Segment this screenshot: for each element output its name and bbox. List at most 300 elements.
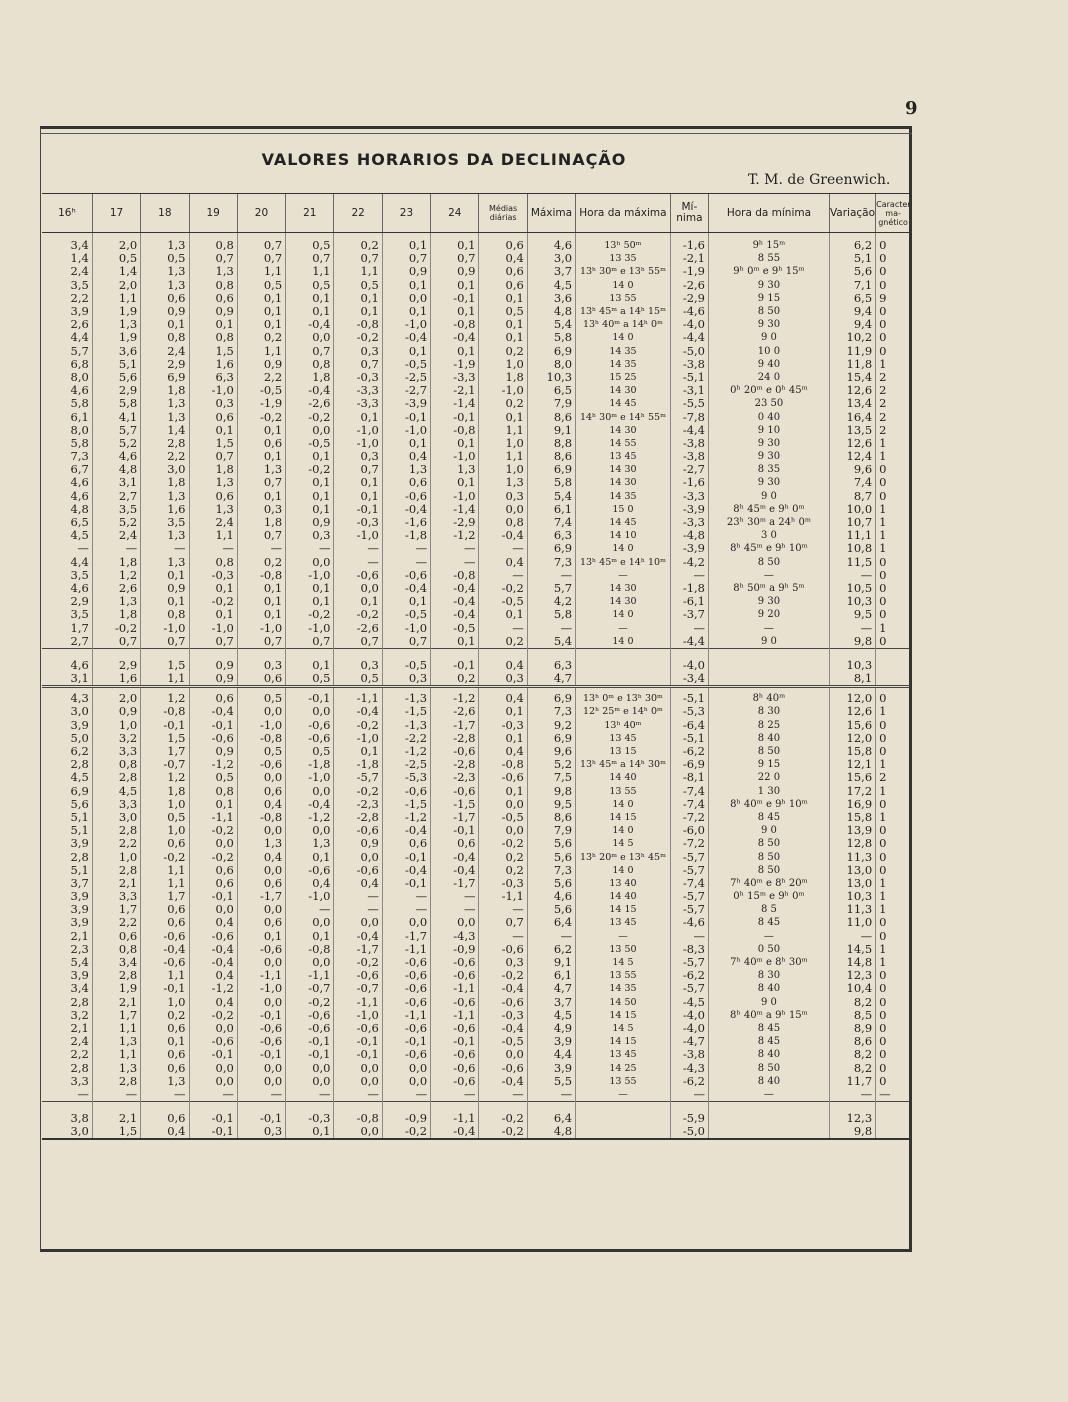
table-cell: -0,1 (189, 1125, 237, 1139)
table-cell: -0,3 (189, 569, 237, 582)
table-cell: — (431, 556, 479, 569)
table-cell: 4,5 (70, 529, 89, 543)
table-cell: 12,3 (829, 969, 875, 982)
table-cell: 14 0 (576, 635, 671, 649)
table-cell: 8 55 (709, 252, 830, 265)
table-row (42, 732, 910, 745)
table-cell: 0,9 (431, 265, 479, 278)
table-cell: 0,8 (189, 279, 237, 292)
table-row (42, 771, 910, 784)
table-cell: -0,1 (382, 877, 430, 890)
table-cell: -1,7 (334, 943, 382, 956)
table-cell: 5,4 (527, 635, 575, 649)
table-cell: -0,2 (334, 785, 382, 798)
table-cell: — (576, 569, 671, 582)
table-cell: -2,8 (334, 811, 382, 824)
table-cell: -1,8 (670, 582, 708, 595)
table-cell: 1,1 (141, 864, 189, 877)
table-cell: -1,0 (237, 719, 285, 732)
table-cell: 1,0 (479, 437, 527, 450)
table-cell: -0,6 (382, 956, 430, 969)
table-cell: 0,2 (479, 345, 527, 358)
table-cell: 2,4 (92, 529, 140, 542)
table-cell: 13,0 (829, 877, 875, 890)
spacer-cell (286, 648, 334, 659)
table-cell: 5,1 (70, 824, 89, 838)
table-cell: -5,7 (670, 903, 708, 916)
table-cell: 1,7 (92, 1009, 140, 1022)
table-cell: 4,5 (92, 785, 140, 798)
table-cell: 0,4 (141, 1125, 189, 1139)
table-cell: 3,0 (70, 705, 89, 719)
table-row (42, 785, 910, 798)
table-cell: 1,0 (141, 996, 189, 1009)
table-cell: 0,6 (92, 930, 140, 943)
table-cell: 0,0 (237, 956, 285, 969)
table-cell: 2,1 (92, 996, 140, 1009)
table-cell: — (334, 1088, 382, 1102)
table-cell: 9 40 (709, 358, 830, 371)
table-cell: 8 5 (709, 903, 830, 916)
table-cell: 2,6 (92, 582, 140, 595)
table-cell: 5,8 (527, 608, 575, 621)
table-cell: 0,7 (334, 635, 382, 649)
table-cell: — (382, 556, 430, 569)
table-cell: 15 25 (576, 371, 671, 384)
table-cell: 0,4 (382, 450, 430, 463)
spacer-cell (576, 1102, 671, 1113)
table-cell: -0,6 (382, 982, 430, 995)
table-row (42, 608, 910, 621)
table-cell: 0,6 (237, 916, 285, 929)
table-row (42, 305, 910, 318)
table-cell: -1,1 (189, 811, 237, 824)
table-cell: 0,0 (189, 1022, 237, 1035)
table-cell: 0,9 (189, 672, 237, 687)
table-cell: — (479, 569, 527, 582)
table-cell: 0,1 (479, 732, 527, 745)
table-cell: 0,7 (189, 252, 237, 265)
table-cell: 13ʰ 45ᵐ e 14ʰ 10ᵐ (576, 556, 671, 569)
table-cell: -0,8 (431, 569, 479, 582)
table-cell: -0,8 (479, 758, 527, 771)
table-cell: 0,0 (237, 864, 285, 877)
table-cell: -0,2 (334, 608, 382, 621)
table-cell: -0,1 (237, 1009, 285, 1022)
table-cell: 0,1 (237, 930, 285, 943)
table-cell: -0,1 (431, 1035, 479, 1048)
table-cell: 0,3 (479, 956, 527, 969)
table-cell: 6,5 (527, 384, 575, 397)
table-cell: -5,0 (670, 345, 708, 358)
frame-inner-rule (40, 133, 912, 134)
table-cell: 4,5 (70, 771, 89, 785)
table-cell: -0,6 (382, 1048, 430, 1061)
table-cell: 2,2 (92, 837, 140, 850)
table-cell: 0 (876, 331, 910, 344)
table-cell: 0,1 (382, 305, 430, 318)
table-cell: 12,0 (829, 732, 875, 745)
table-cell: -4,0 (670, 659, 708, 672)
spacer-cell (431, 648, 479, 659)
table-cell: 7,9 (527, 397, 575, 410)
table-cell: -1,7 (431, 877, 479, 890)
table-cell: -0,1 (286, 692, 334, 705)
table-cell: 0,1 (479, 331, 527, 344)
table-cell: 3,9 (527, 1035, 575, 1048)
table-cell: 2 (876, 410, 910, 423)
table-cell: 0,7 (286, 635, 334, 649)
table-cell: 14,5 (829, 943, 875, 956)
table-cell: 0,5 (189, 771, 237, 784)
table-cell: 14 30 (576, 384, 671, 397)
table-cell: -0,1 (286, 1035, 334, 1048)
table-cell: 0,0 (334, 850, 382, 863)
table-cell: 0,1 (286, 490, 334, 503)
table-cell: -0,2 (286, 463, 334, 476)
table-row (42, 745, 910, 758)
table-cell: 2,8 (70, 1061, 89, 1075)
table-cell: 0 (876, 582, 910, 595)
table-cell: -0,6 (334, 1022, 382, 1035)
header-cell: 19 (189, 194, 237, 233)
spacer-cell (141, 1102, 189, 1113)
table-cell: 8 40 (709, 982, 830, 995)
table-cell: 0,7 (286, 345, 334, 358)
table-row (42, 358, 910, 371)
table-cell: 8ʰ 40ᵐ e 9ʰ 10ᵐ (709, 798, 830, 811)
table-cell: 13ʰ 40ᵐ (576, 719, 671, 732)
table-cell: — (829, 621, 875, 634)
table-cell: 17,2 (829, 785, 875, 798)
table-cell: — (479, 542, 527, 555)
table-cell: 5,6 (527, 903, 575, 916)
table-cell: -0,1 (237, 1048, 285, 1061)
table-cell: -5,7 (670, 850, 708, 863)
table-cell: 8,0 (527, 358, 575, 371)
table-cell: 0,0 (334, 1075, 382, 1088)
table-cell: 8,7 (829, 490, 875, 503)
table-cell: -4,4 (670, 424, 708, 437)
table-cell: 2,0 (92, 279, 140, 292)
table-cell: 0,4 (237, 798, 285, 811)
table-cell: 1,1 (92, 292, 140, 305)
table-cell: 6,4 (527, 916, 575, 929)
table-cell: 1,3 (189, 265, 237, 278)
table-cell: 9,4 (829, 318, 875, 331)
table-cell: 0,6 (237, 437, 285, 450)
table-cell: 2,6 (70, 318, 89, 332)
table-cell: 0,1 (141, 318, 189, 331)
table-cell: -1,1 (431, 1112, 479, 1125)
table-cell: -4,0 (670, 318, 708, 331)
table-cell: 2,4 (189, 516, 237, 529)
table-cell: 3,9 (70, 304, 89, 319)
table-cell: 8 30 (709, 705, 830, 718)
table-cell: 2,9 (141, 358, 189, 371)
table-cell: -0,6 (431, 745, 479, 758)
table-cell: 0,0 (237, 771, 285, 784)
table-cell: -0,2 (334, 956, 382, 969)
mean-row (42, 1125, 910, 1139)
table-cell: 2,9 (92, 384, 140, 397)
table-cell: -5,1 (670, 692, 708, 705)
table-cell: 0,0 (479, 798, 527, 811)
table-cell: -0,2 (479, 1112, 527, 1125)
table-cell: 0,8 (141, 331, 189, 344)
header-cell: Máxima (527, 194, 575, 233)
table-cell: -0,8 (334, 1112, 382, 1125)
table-cell: 14 55 (576, 437, 671, 450)
table-cell: 1,8 (479, 371, 527, 384)
table-cell: -0,2 (189, 1009, 237, 1022)
table-cell: 0,9 (189, 659, 237, 672)
table-cell: -1,0 (189, 384, 237, 397)
table-row (42, 516, 910, 529)
table-cell: 0,7 (382, 252, 430, 265)
table-cell: 0,1 (286, 450, 334, 463)
table-cell: 0 (876, 850, 910, 863)
table-row (42, 635, 910, 649)
table-cell: -4,4 (670, 635, 708, 649)
table-cell: 0,1 (382, 345, 430, 358)
table-cell: -1,2 (189, 982, 237, 995)
table-row (42, 397, 910, 410)
table-cell: 0,0 (189, 903, 237, 916)
table-cell: 2,8 (92, 864, 140, 877)
table-cell: 3,8 (70, 1112, 89, 1126)
table-cell: 6,1 (527, 503, 575, 516)
table-cell: 10,2 (829, 331, 875, 344)
table-cell: 0 (876, 916, 910, 929)
table-cell: 0,1 (334, 476, 382, 489)
table-cell: 1,3 (141, 556, 189, 569)
table-cell: 1 (876, 358, 910, 371)
table-cell: 3,9 (70, 969, 89, 983)
table-cell: 0 (876, 1035, 910, 1048)
table-cell: 3,3 (92, 745, 140, 758)
table-cell: -2,2 (382, 732, 430, 745)
table-cell (876, 659, 910, 672)
table-cell: — (670, 1088, 708, 1102)
table-row (42, 1009, 910, 1022)
table-cell: 5,6 (70, 797, 89, 811)
table-cell: -0,6 (286, 1022, 334, 1035)
table-cell: 14 0 (576, 798, 671, 811)
table-cell: -6,2 (670, 969, 708, 982)
table-cell: 1,3 (286, 837, 334, 850)
table-cell: 4,8 (527, 305, 575, 318)
table-cell: 3,9 (70, 837, 89, 851)
table-subtitle: T. M. de Greenwich. (748, 172, 891, 188)
table-cell: 0,9 (92, 705, 140, 718)
table-cell: -2,6 (670, 279, 708, 292)
table-cell: -1,0 (382, 621, 430, 634)
table-cell: -0,6 (431, 996, 479, 1009)
table-cell (576, 1112, 671, 1125)
table-cell: -0,1 (189, 719, 237, 732)
table-cell: 2 (876, 771, 910, 784)
table-cell: 3,9 (70, 916, 89, 930)
table-cell: -4,0 (670, 1022, 708, 1035)
table-cell: 3,0 (92, 811, 140, 824)
table-cell: 0,0 (286, 705, 334, 718)
table-cell: 0 (876, 490, 910, 503)
table-row (42, 621, 910, 634)
table-cell: 1,1 (189, 529, 237, 542)
table-cell: 1,5 (189, 345, 237, 358)
table-cell: 0,7 (237, 252, 285, 265)
table-cell: 0 (876, 569, 910, 582)
table-cell: 3,5 (70, 608, 89, 622)
table-cell: 1,8 (286, 371, 334, 384)
table-cell: 12,4 (829, 450, 875, 463)
table-cell: 9,5 (527, 798, 575, 811)
table-cell: 1,3 (141, 265, 189, 278)
table-cell: — (286, 1088, 334, 1102)
table-cell: — (382, 1088, 430, 1102)
table-cell: 1,1 (479, 450, 527, 463)
spacer-cell (141, 648, 189, 659)
table-cell: 3,5 (70, 568, 89, 582)
table-row (42, 424, 910, 437)
table-cell: 0,6 (141, 916, 189, 929)
table-row (42, 798, 910, 811)
table-row (42, 595, 910, 608)
table-cell: 8 50 (709, 745, 830, 758)
table-cell: -0,6 (382, 490, 430, 503)
table-row (42, 811, 910, 824)
table-cell: 0,5 (237, 279, 285, 292)
table-cell: 0,0 (382, 1075, 430, 1088)
table-row (42, 850, 910, 863)
table-cell: 11,3 (829, 903, 875, 916)
table-cell: -5,7 (670, 890, 708, 903)
table-cell: 4,8 (527, 1125, 575, 1139)
table-cell: 1,3 (382, 463, 430, 476)
table-row (42, 1075, 910, 1088)
table-cell: 1,0 (92, 850, 140, 863)
table-cell: 0,8 (189, 331, 237, 344)
table-cell: -0,2 (334, 331, 382, 344)
table-cell: -0,1 (382, 1035, 430, 1048)
table-cell: — (576, 621, 671, 634)
table-cell: 0,0 (286, 331, 334, 344)
table-cell: -0,6 (286, 719, 334, 732)
table-cell: 1,8 (141, 785, 189, 798)
table-cell: 1,3 (189, 503, 237, 516)
table-cell: 2,8 (92, 771, 140, 784)
table-cell: 1 (876, 758, 910, 771)
table-cell: 1,2 (92, 569, 140, 582)
table-cell: -0,4 (334, 930, 382, 943)
table-cell: -1,7 (431, 719, 479, 732)
table-cell: 0,1 (286, 595, 334, 608)
table-cell: 5,2 (527, 758, 575, 771)
table-cell: 12,3 (829, 1112, 875, 1125)
table-cell: 5,1 (70, 863, 89, 877)
table-cell: -0,6 (334, 864, 382, 877)
table-cell: 6,3 (189, 371, 237, 384)
table-cell: 9ʰ 15ᵐ (709, 239, 830, 252)
table-cell: 8 45 (709, 811, 830, 824)
table-cell: 14 0 (576, 864, 671, 877)
spacer-cell (237, 648, 285, 659)
table-cell: — (237, 542, 285, 555)
table-cell: 0 (876, 279, 910, 292)
table-cell: 14 10 (576, 529, 671, 542)
table-cell: -0,8 (431, 318, 479, 331)
table-cell: 4,5 (527, 1009, 575, 1022)
table-cell: -8,3 (670, 943, 708, 956)
table-cell: 0,0 (286, 916, 334, 929)
table-cell: 6,2 (70, 744, 89, 759)
table-cell: — (189, 1088, 237, 1102)
table-cell: 1,9 (92, 331, 140, 344)
table-cell: -1,0 (237, 621, 285, 634)
table-cell: 12,6 (829, 437, 875, 450)
table-cell: -1,8 (334, 758, 382, 771)
table-cell: 4,6 (527, 239, 575, 252)
table-cell: -0,4 (431, 1125, 479, 1139)
table-cell: 9,2 (527, 719, 575, 732)
table-cell: 14ʰ 30ᵐ e 14ʰ 55ᵐ (576, 410, 671, 423)
header-cell: Variação (829, 194, 875, 233)
table-cell: 2,4 (70, 265, 89, 279)
table-cell: -0,6 (431, 1061, 479, 1074)
table-cell: -1,0 (334, 1009, 382, 1022)
table-body (42, 233, 910, 1140)
table-cell: — (334, 903, 382, 916)
table-cell: 0 (876, 345, 910, 358)
table-cell: 0 (876, 476, 910, 489)
spacer-cell (709, 1102, 830, 1113)
table-cell: 0 (876, 1075, 910, 1088)
table-cell: -0,7 (334, 982, 382, 995)
table-row (42, 877, 910, 890)
table-cell: 11,7 (829, 1075, 875, 1088)
table-cell: -4,3 (670, 1061, 708, 1074)
table-cell: — (237, 1088, 285, 1102)
table-cell: 0,0 (237, 996, 285, 1009)
table-cell: — (431, 890, 479, 903)
table-cell: 0,1 (479, 705, 527, 718)
table-cell: -0,8 (141, 705, 189, 718)
table-cell: 1,6 (189, 358, 237, 371)
table-cell: -0,4 (141, 943, 189, 956)
header-cell: Hora da mínima (709, 194, 830, 233)
table-cell: -0,4 (431, 582, 479, 595)
table-cell: 14 15 (576, 1035, 671, 1048)
table-cell: -6,2 (670, 745, 708, 758)
table-cell: -0,1 (237, 1112, 285, 1125)
table-cell: 0,2 (141, 1009, 189, 1022)
table-cell: 3,9 (70, 890, 89, 904)
table-cell: 3,6 (92, 345, 140, 358)
table-cell: 7ʰ 40ᵐ e 8ʰ 30ᵐ (709, 956, 830, 969)
table-cell: 9 15 (709, 758, 830, 771)
table-cell: -4,2 (670, 556, 708, 569)
table-cell: 0,9 (334, 837, 382, 850)
table-cell: 0,1 (189, 318, 237, 331)
table-cell: -1,2 (382, 745, 430, 758)
table-cell: 0,1 (286, 850, 334, 863)
table-cell: 1,3 (141, 279, 189, 292)
table-row (42, 1035, 910, 1048)
table-cell: 6,4 (527, 1112, 575, 1125)
table-cell: 13ʰ 40ᵐ a 14ʰ 0ᵐ (576, 318, 671, 331)
table-cell: -5,7 (670, 956, 708, 969)
